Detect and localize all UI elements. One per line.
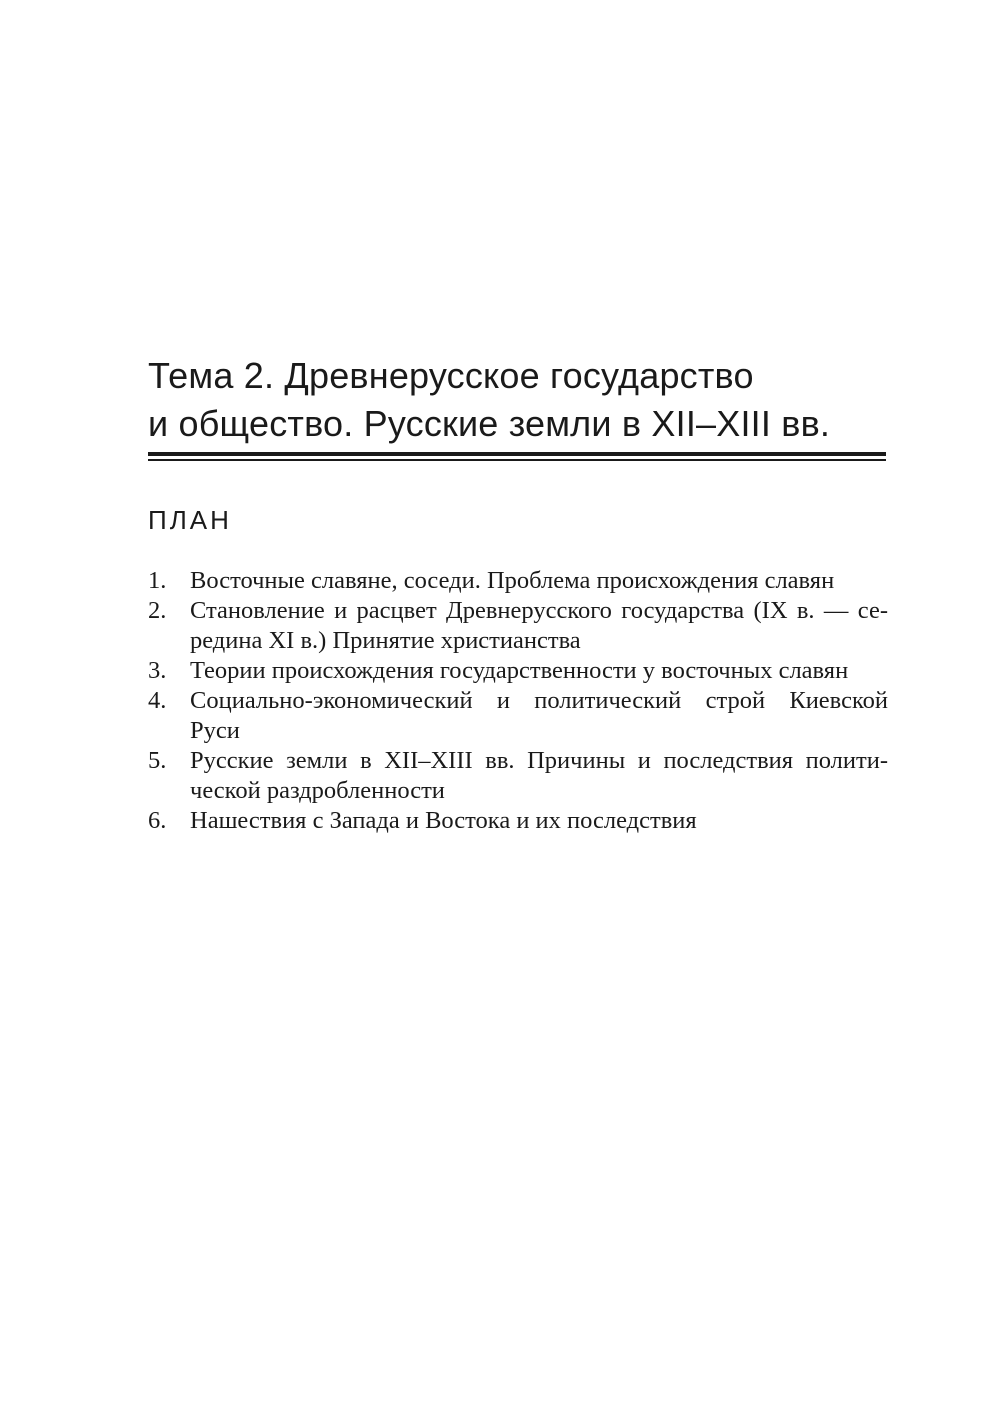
plan-item-number: 4. bbox=[148, 687, 167, 714]
plan-item bbox=[148, 596, 888, 656]
plan-item bbox=[148, 806, 888, 836]
plan-item bbox=[148, 746, 888, 806]
plan-item-text-continued: Руси bbox=[190, 717, 240, 744]
plan-item bbox=[148, 566, 888, 596]
plan-item bbox=[148, 656, 888, 686]
plan-item-text-continued: редина XI в.) Принятие христианства bbox=[190, 627, 581, 654]
plan-item bbox=[148, 686, 888, 746]
plan-item-number: 3. bbox=[148, 657, 167, 684]
plan-heading: ПЛАН bbox=[148, 505, 232, 535]
plan-item-text: Социально-экономический и политический строй Киевской bbox=[190, 687, 888, 714]
topic-title-line-2: и общество. Русские земли в XII–XIII вв. bbox=[148, 403, 831, 444]
topic-title-line-1: Тема 2. Древнерусское государство bbox=[148, 355, 754, 396]
plan-item-text: Нашествия с Запада и Востока и их последствия bbox=[190, 807, 697, 834]
plan-item-number: 5. bbox=[148, 747, 167, 774]
plan-list bbox=[148, 566, 888, 836]
title-rule-thick bbox=[148, 452, 886, 456]
plan-item-text: Становление и расцвет Древнерусского государства (IX в. — се- bbox=[190, 597, 888, 624]
plan-item-number: 6. bbox=[148, 807, 167, 834]
plan-item-text: Русские земли в XII–XIII вв. Причины и последствия полити- bbox=[190, 747, 888, 774]
plan-item-number: 1. bbox=[148, 567, 167, 594]
plan-item-text: Восточные славяне, соседи. Проблема происхождения славян bbox=[190, 567, 835, 594]
title-rule-thin bbox=[148, 459, 886, 461]
topic-title bbox=[148, 352, 888, 448]
plan-item-text: Теории происхождения государственности у восточных славян bbox=[190, 657, 849, 684]
plan-item-number: 2. bbox=[148, 597, 167, 624]
plan-item-text-continued: ческой раздробленности bbox=[190, 777, 445, 804]
